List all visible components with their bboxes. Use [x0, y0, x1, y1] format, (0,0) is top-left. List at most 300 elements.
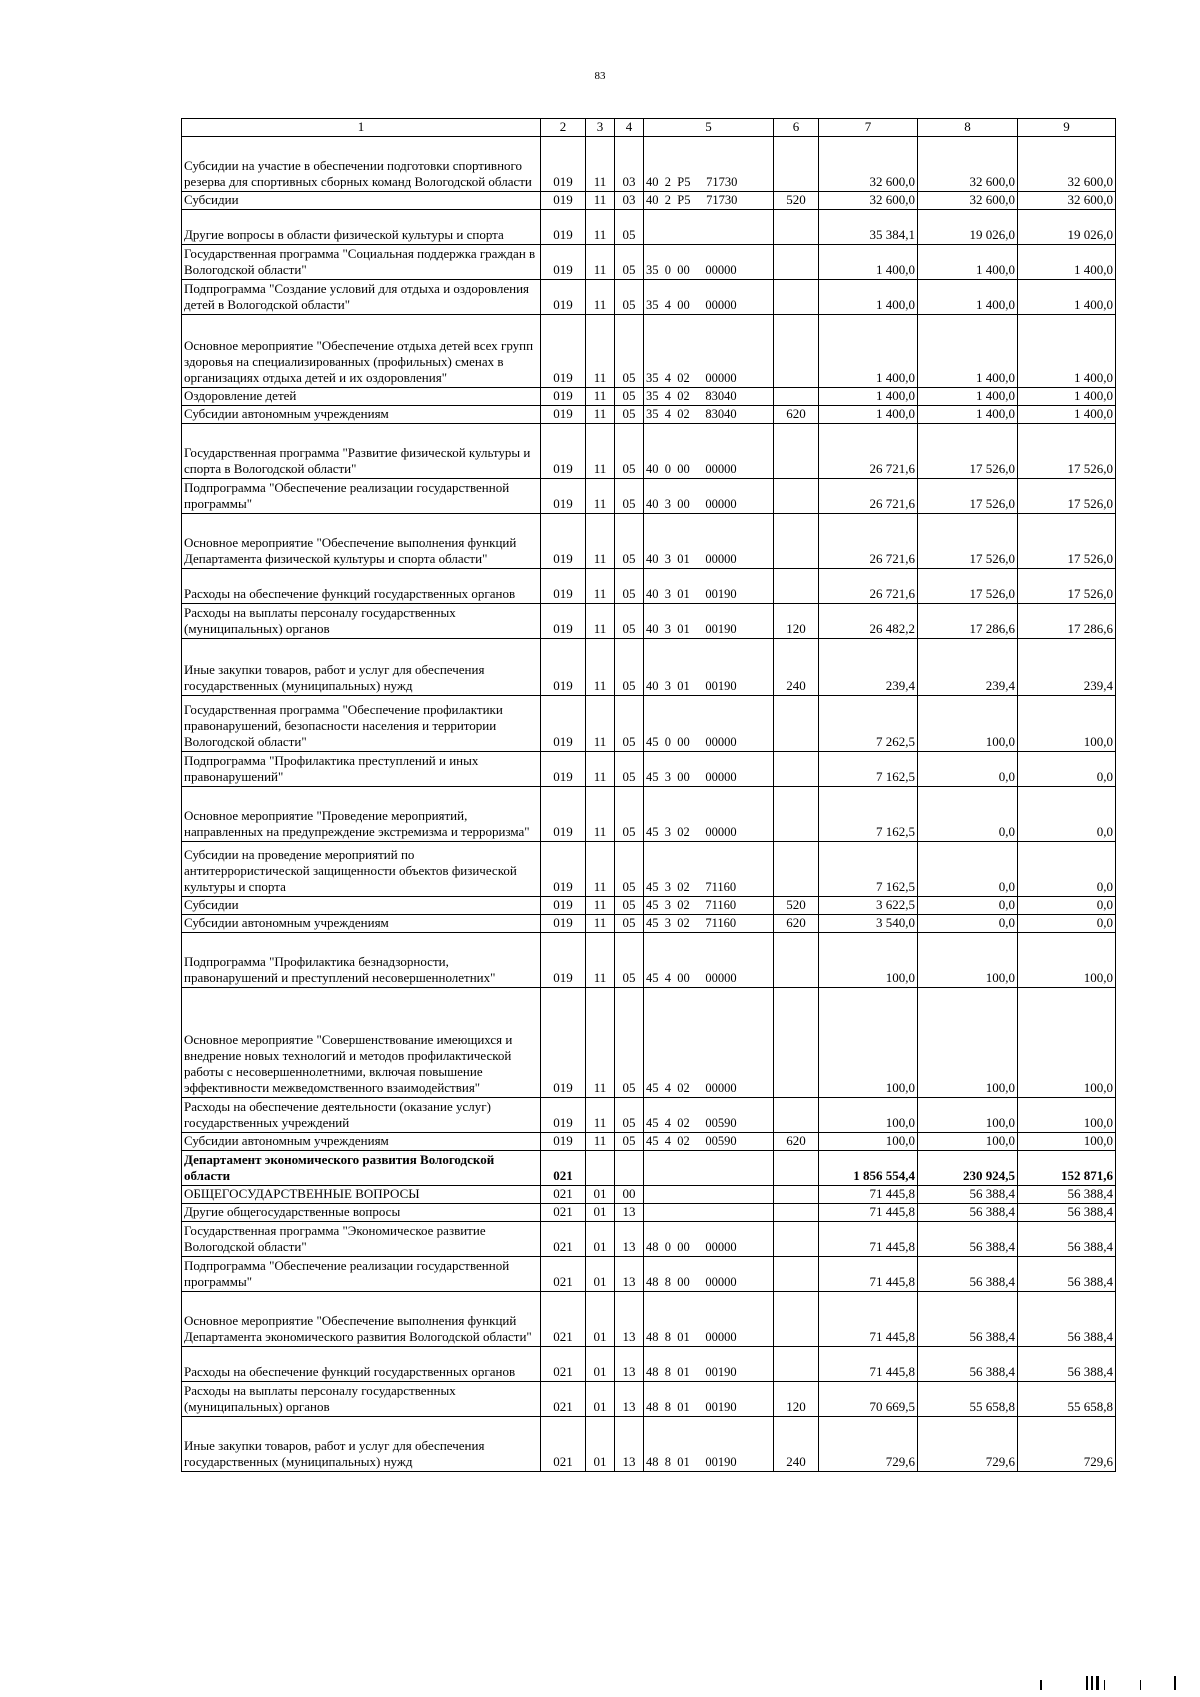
table-row: [182, 1291, 1116, 1346]
row-name: Основное мероприятие "Обеспечение выполнения функций Департамента экономического развития Вологодской области": [182, 1291, 541, 1346]
amount-col8: 729,6: [918, 1416, 1018, 1471]
amount-col7: 1 400,0: [819, 244, 918, 279]
code-section: 11: [586, 478, 615, 513]
code-expense-type: [774, 478, 819, 513]
amount-col7: 1 400,0: [819, 387, 918, 405]
amount-col9: 56 388,4: [1018, 1291, 1116, 1346]
amount-col7: 32 600,0: [819, 136, 918, 191]
code-expense-type: [774, 751, 819, 786]
code-expense-type: [774, 695, 819, 751]
amount-col8: 32 600,0: [918, 136, 1018, 191]
code-subsection: 05: [615, 568, 644, 603]
table-row: [182, 987, 1116, 1097]
column-header: 2: [541, 119, 586, 137]
row-name: Основное мероприятие "Обеспечение отдыха детей всех групп здоровья на специализированных (профильных) сменах в организациях отдыха детей и их оздоровления": [182, 314, 541, 387]
code-subsection: 05: [615, 786, 644, 841]
code-section: 01: [586, 1291, 615, 1346]
code-admin: 019: [541, 932, 586, 987]
amount-col7: 26 721,6: [819, 478, 918, 513]
row-name: Расходы на обеспечение деятельности (оказание услуг) государственных учреждений: [182, 1097, 541, 1132]
code-subsection: 05: [615, 244, 644, 279]
amount-col7: 7 162,5: [819, 786, 918, 841]
code-target: 48 8 01 00000: [644, 1291, 774, 1346]
code-admin: 019: [541, 387, 586, 405]
amount-col7: 7 262,5: [819, 695, 918, 751]
amount-col7: 32 600,0: [819, 191, 918, 209]
table-row: [182, 244, 1116, 279]
table-row: [182, 751, 1116, 786]
amount-col9: 100,0: [1018, 1097, 1116, 1132]
amount-col8: 17 526,0: [918, 478, 1018, 513]
amount-col9: 19 026,0: [1018, 209, 1116, 244]
row-name: Расходы на выплаты персоналу государственных (муниципальных) органов: [182, 1381, 541, 1416]
amount-col9: 100,0: [1018, 987, 1116, 1097]
table-row: [182, 513, 1116, 568]
amount-col8: 1 400,0: [918, 405, 1018, 423]
table-row: [182, 423, 1116, 478]
code-subsection: 05: [615, 603, 644, 638]
amount-col7: 35 384,1: [819, 209, 918, 244]
code-expense-type: [774, 423, 819, 478]
code-section: 01: [586, 1381, 615, 1416]
code-section: 11: [586, 638, 615, 695]
code-admin: 019: [541, 314, 586, 387]
code-admin: 019: [541, 209, 586, 244]
amount-col9: 17 526,0: [1018, 478, 1116, 513]
amount-col9: 56 388,4: [1018, 1346, 1116, 1381]
code-admin: 019: [541, 568, 586, 603]
code-target: 48 8 01 00190: [644, 1346, 774, 1381]
code-subsection: 13: [615, 1381, 644, 1416]
amount-col7: 71 445,8: [819, 1256, 918, 1291]
budget-table: [181, 118, 1116, 1472]
amount-col8: 100,0: [918, 1097, 1018, 1132]
column-header: 1: [182, 119, 541, 137]
code-admin: 019: [541, 695, 586, 751]
code-subsection: 13: [615, 1203, 644, 1221]
table-row: [182, 1416, 1116, 1471]
code-expense-type: [774, 1291, 819, 1346]
amount-col9: 239,4: [1018, 638, 1116, 695]
row-name: Другие общегосударственные вопросы: [182, 1203, 541, 1221]
amount-col8: 56 388,4: [918, 1256, 1018, 1291]
code-admin: 021: [541, 1203, 586, 1221]
code-admin: 019: [541, 1097, 586, 1132]
code-section: 11: [586, 279, 615, 314]
code-admin: 019: [541, 244, 586, 279]
amount-col9: 55 658,8: [1018, 1381, 1116, 1416]
code-section: 11: [586, 191, 615, 209]
code-expense-type: [774, 841, 819, 896]
code-subsection: 05: [615, 932, 644, 987]
amount-col9: 32 600,0: [1018, 136, 1116, 191]
code-section: 11: [586, 896, 615, 914]
amount-col7: 7 162,5: [819, 841, 918, 896]
code-expense-type: [774, 1221, 819, 1256]
code-target: [644, 1150, 774, 1185]
code-expense-type: [774, 786, 819, 841]
amount-col7: 1 856 554,4: [819, 1150, 918, 1185]
code-target: 35 4 02 83040: [644, 405, 774, 423]
amount-col8: 1 400,0: [918, 387, 1018, 405]
amount-col9: 1 400,0: [1018, 244, 1116, 279]
code-target: 40 3 01 00190: [644, 568, 774, 603]
code-admin: 019: [541, 786, 586, 841]
row-name: Субсидии автономным учреждениям: [182, 914, 541, 932]
amount-col8: 56 388,4: [918, 1291, 1018, 1346]
table-row: [182, 1132, 1116, 1150]
code-admin: 019: [541, 638, 586, 695]
column-header: 7: [819, 119, 918, 137]
amount-col9: 17 286,6: [1018, 603, 1116, 638]
code-expense-type: [774, 1097, 819, 1132]
code-admin: 019: [541, 896, 586, 914]
code-section: 11: [586, 314, 615, 387]
amount-col8: 100,0: [918, 987, 1018, 1097]
row-name: Субсидии автономным учреждениям: [182, 405, 541, 423]
code-admin: 021: [541, 1346, 586, 1381]
code-admin: 019: [541, 136, 586, 191]
table-row: [182, 1150, 1116, 1185]
code-expense-type: 620: [774, 1132, 819, 1150]
code-target: [644, 1203, 774, 1221]
row-name: Основное мероприятие "Совершенствование имеющихся и внедрение новых технологий и методов профилактической работы с несовершеннолетними, включая повышение эффективности межведомственного взаимодействия": [182, 987, 541, 1097]
amount-col8: 17 526,0: [918, 568, 1018, 603]
amount-col9: 56 388,4: [1018, 1221, 1116, 1256]
code-expense-type: 120: [774, 1381, 819, 1416]
amount-col9: 17 526,0: [1018, 568, 1116, 603]
table-row: [182, 638, 1116, 695]
code-subsection: 13: [615, 1221, 644, 1256]
row-name: Подпрограмма "Профилактика безнадзорности, правонарушений и преступлений несовершеннолетних": [182, 932, 541, 987]
amount-col8: 1 400,0: [918, 279, 1018, 314]
code-expense-type: 240: [774, 1416, 819, 1471]
code-subsection: 05: [615, 1132, 644, 1150]
amount-col8: 55 658,8: [918, 1381, 1018, 1416]
row-name: Иные закупки товаров, работ и услуг для обеспечения государственных (муниципальных) нужд: [182, 1416, 541, 1471]
amount-col9: 100,0: [1018, 932, 1116, 987]
row-name: Государственная программа "Социальная поддержка граждан в Вологодской области": [182, 244, 541, 279]
code-subsection: 05: [615, 513, 644, 568]
code-subsection: 05: [615, 478, 644, 513]
amount-col9: 0,0: [1018, 841, 1116, 896]
amount-col9: 0,0: [1018, 751, 1116, 786]
code-target: 35 0 00 00000: [644, 244, 774, 279]
column-header: 8: [918, 119, 1018, 137]
code-section: 11: [586, 914, 615, 932]
code-target: 45 3 00 00000: [644, 751, 774, 786]
amount-col8: 100,0: [918, 1132, 1018, 1150]
code-expense-type: [774, 568, 819, 603]
code-admin: 019: [541, 987, 586, 1097]
table-row: [182, 1203, 1116, 1221]
code-subsection: 05: [615, 279, 644, 314]
scan-marks: [1040, 1672, 1190, 1692]
amount-col9: 56 388,4: [1018, 1256, 1116, 1291]
code-target: 48 8 00 00000: [644, 1256, 774, 1291]
row-name: Расходы на обеспечение функций государственных органов: [182, 568, 541, 603]
code-admin: 021: [541, 1291, 586, 1346]
table-row: [182, 314, 1116, 387]
amount-col7: 100,0: [819, 932, 918, 987]
amount-col7: 729,6: [819, 1416, 918, 1471]
amount-col7: 70 669,5: [819, 1381, 918, 1416]
code-expense-type: [774, 1256, 819, 1291]
code-admin: 019: [541, 914, 586, 932]
amount-col8: 239,4: [918, 638, 1018, 695]
code-target: 48 0 00 00000: [644, 1221, 774, 1256]
code-target: 45 4 00 00000: [644, 932, 774, 987]
amount-col9: 56 388,4: [1018, 1203, 1116, 1221]
code-subsection: 13: [615, 1416, 644, 1471]
amount-col7: 71 445,8: [819, 1203, 918, 1221]
code-section: 01: [586, 1185, 615, 1203]
row-name: Расходы на выплаты персоналу государственных (муниципальных) органов: [182, 603, 541, 638]
amount-col8: 56 388,4: [918, 1221, 1018, 1256]
code-section: 11: [586, 209, 615, 244]
amount-col8: 17 286,6: [918, 603, 1018, 638]
header-row: [182, 119, 1116, 137]
amount-col8: 1 400,0: [918, 244, 1018, 279]
code-subsection: 05: [615, 841, 644, 896]
table-row: [182, 405, 1116, 423]
code-expense-type: [774, 513, 819, 568]
amount-col9: 1 400,0: [1018, 405, 1116, 423]
table-row: [182, 695, 1116, 751]
amount-col9: 0,0: [1018, 896, 1116, 914]
table-body: [182, 119, 1116, 1472]
column-header: 4: [615, 119, 644, 137]
row-name: Оздоровление детей: [182, 387, 541, 405]
code-expense-type: 120: [774, 603, 819, 638]
code-admin: 021: [541, 1416, 586, 1471]
code-admin: 019: [541, 478, 586, 513]
code-target: 40 2 P5 71730: [644, 136, 774, 191]
row-name: Иные закупки товаров, работ и услуг для обеспечения государственных (муниципальных) нужд: [182, 638, 541, 695]
row-name: ОБЩЕГОСУДАРСТВЕННЫЕ ВОПРОСЫ: [182, 1185, 541, 1203]
code-admin: 019: [541, 751, 586, 786]
code-target: 35 4 02 83040: [644, 387, 774, 405]
row-name: Субсидии: [182, 191, 541, 209]
code-subsection: 03: [615, 136, 644, 191]
amount-col9: 32 600,0: [1018, 191, 1116, 209]
code-section: 01: [586, 1221, 615, 1256]
code-section: 11: [586, 987, 615, 1097]
code-target: 40 3 01 00190: [644, 603, 774, 638]
column-header: 6: [774, 119, 819, 137]
amount-col8: 1 400,0: [918, 314, 1018, 387]
code-target: 35 4 00 00000: [644, 279, 774, 314]
code-section: 11: [586, 932, 615, 987]
code-subsection: 13: [615, 1291, 644, 1346]
code-expense-type: [774, 1346, 819, 1381]
code-target: 45 3 02 71160: [644, 896, 774, 914]
code-subsection: 05: [615, 405, 644, 423]
row-name: Основное мероприятие "Проведение мероприятий, направленных на предупреждение экстремизма и терроризма": [182, 786, 541, 841]
code-section: 11: [586, 603, 615, 638]
code-expense-type: [774, 314, 819, 387]
table-row: [182, 1221, 1116, 1256]
amount-col8: 56 388,4: [918, 1185, 1018, 1203]
code-subsection: 05: [615, 314, 644, 387]
code-expense-type: [774, 387, 819, 405]
row-name: Государственная программа "Развитие физической культуры и спорта в Вологодской области": [182, 423, 541, 478]
table-row: [182, 841, 1116, 896]
table-row: [182, 1346, 1116, 1381]
code-admin: 021: [541, 1256, 586, 1291]
code-subsection: 05: [615, 209, 644, 244]
row-name: Основное мероприятие "Обеспечение выполнения функций Департамента физической культуры и спорта области": [182, 513, 541, 568]
table-row: [182, 279, 1116, 314]
amount-col7: 71 445,8: [819, 1291, 918, 1346]
code-target: 40 3 01 00000: [644, 513, 774, 568]
row-name: Подпрограмма "Профилактика преступлений и иных правонарушений": [182, 751, 541, 786]
code-section: 11: [586, 786, 615, 841]
code-expense-type: [774, 1185, 819, 1203]
amount-col7: 71 445,8: [819, 1346, 918, 1381]
code-subsection: 05: [615, 638, 644, 695]
code-section: 11: [586, 1097, 615, 1132]
code-admin: 019: [541, 841, 586, 896]
code-section: 11: [586, 568, 615, 603]
code-subsection: 05: [615, 423, 644, 478]
amount-col9: 1 400,0: [1018, 387, 1116, 405]
code-admin: 021: [541, 1221, 586, 1256]
amount-col8: 100,0: [918, 932, 1018, 987]
amount-col8: 100,0: [918, 695, 1018, 751]
code-expense-type: [774, 136, 819, 191]
code-subsection: [615, 1150, 644, 1185]
table-row: [182, 896, 1116, 914]
page-number: 83: [594, 70, 606, 82]
code-expense-type: [774, 279, 819, 314]
row-name: Государственная программа "Экономическое развитие Вологодской области": [182, 1221, 541, 1256]
row-name: Подпрограмма "Обеспечение реализации государственной программы": [182, 1256, 541, 1291]
code-admin: 021: [541, 1381, 586, 1416]
table-row: [182, 932, 1116, 987]
code-section: 11: [586, 423, 615, 478]
amount-col8: 0,0: [918, 896, 1018, 914]
amount-col8: 19 026,0: [918, 209, 1018, 244]
amount-col9: 56 388,4: [1018, 1185, 1116, 1203]
code-target: 40 3 00 00000: [644, 478, 774, 513]
table-row: [182, 1185, 1116, 1203]
code-subsection: 05: [615, 751, 644, 786]
row-name: Субсидии автономным учреждениям: [182, 1132, 541, 1150]
code-target: 45 4 02 00590: [644, 1097, 774, 1132]
code-admin: 019: [541, 279, 586, 314]
table-row: [182, 209, 1116, 244]
row-name: Подпрограмма "Обеспечение реализации государственной программы": [182, 478, 541, 513]
code-target: 45 3 02 00000: [644, 786, 774, 841]
amount-col9: 1 400,0: [1018, 314, 1116, 387]
column-header: 9: [1018, 119, 1116, 137]
code-subsection: 00: [615, 1185, 644, 1203]
code-section: 11: [586, 1132, 615, 1150]
code-subsection: 13: [615, 1256, 644, 1291]
code-admin: 019: [541, 513, 586, 568]
amount-col8: 230 924,5: [918, 1150, 1018, 1185]
amount-col9: 0,0: [1018, 786, 1116, 841]
code-expense-type: [774, 1203, 819, 1221]
code-target: 40 3 01 00190: [644, 638, 774, 695]
code-section: 11: [586, 405, 615, 423]
code-target: [644, 1185, 774, 1203]
amount-col7: 26 721,6: [819, 568, 918, 603]
code-admin: 019: [541, 405, 586, 423]
code-section: 01: [586, 1346, 615, 1381]
amount-col9: 0,0: [1018, 914, 1116, 932]
amount-col8: 0,0: [918, 914, 1018, 932]
amount-col7: 100,0: [819, 1097, 918, 1132]
code-subsection: 03: [615, 191, 644, 209]
code-section: 11: [586, 136, 615, 191]
row-name: Подпрограмма "Создание условий для отдыха и оздоровления детей в Вологодской области": [182, 279, 541, 314]
amount-col7: 3 540,0: [819, 914, 918, 932]
table-row: [182, 1381, 1116, 1416]
amount-col8: 0,0: [918, 751, 1018, 786]
code-section: 11: [586, 751, 615, 786]
row-name: Другие вопросы в области физической культуры и спорта: [182, 209, 541, 244]
code-admin: 019: [541, 603, 586, 638]
amount-col9: 100,0: [1018, 695, 1116, 751]
code-target: 45 3 02 71160: [644, 841, 774, 896]
code-expense-type: 520: [774, 896, 819, 914]
code-target: 48 8 01 00190: [644, 1381, 774, 1416]
amount-col8: 0,0: [918, 841, 1018, 896]
code-subsection: 05: [615, 1097, 644, 1132]
code-admin: 019: [541, 1132, 586, 1150]
code-subsection: 05: [615, 695, 644, 751]
table-row: [182, 387, 1116, 405]
amount-col7: 26 482,2: [819, 603, 918, 638]
amount-col7: 100,0: [819, 987, 918, 1097]
amount-col7: 100,0: [819, 1132, 918, 1150]
amount-col7: 71 445,8: [819, 1185, 918, 1203]
amount-col8: 17 526,0: [918, 423, 1018, 478]
code-expense-type: 520: [774, 191, 819, 209]
amount-col7: 26 721,6: [819, 513, 918, 568]
table-row: [182, 786, 1116, 841]
amount-col7: 1 400,0: [819, 405, 918, 423]
amount-col9: 152 871,6: [1018, 1150, 1116, 1185]
table-row: [182, 914, 1116, 932]
code-admin: 019: [541, 423, 586, 478]
code-target: 48 8 01 00190: [644, 1416, 774, 1471]
amount-col7: 1 400,0: [819, 314, 918, 387]
amount-col9: 1 400,0: [1018, 279, 1116, 314]
code-section: 11: [586, 244, 615, 279]
code-subsection: 05: [615, 987, 644, 1097]
code-expense-type: [774, 987, 819, 1097]
code-target: 35 4 02 00000: [644, 314, 774, 387]
code-target: [644, 209, 774, 244]
amount-col9: 100,0: [1018, 1132, 1116, 1150]
code-section: 11: [586, 841, 615, 896]
code-section: [586, 1150, 615, 1185]
code-admin: 019: [541, 191, 586, 209]
code-expense-type: 240: [774, 638, 819, 695]
code-target: 45 0 00 00000: [644, 695, 774, 751]
code-subsection: 05: [615, 914, 644, 932]
amount-col8: 32 600,0: [918, 191, 1018, 209]
code-target: 40 2 P5 71730: [644, 191, 774, 209]
amount-col8: 17 526,0: [918, 513, 1018, 568]
table-row: [182, 603, 1116, 638]
code-target: 45 4 02 00000: [644, 987, 774, 1097]
table-row: [182, 1097, 1116, 1132]
table-row: [182, 478, 1116, 513]
